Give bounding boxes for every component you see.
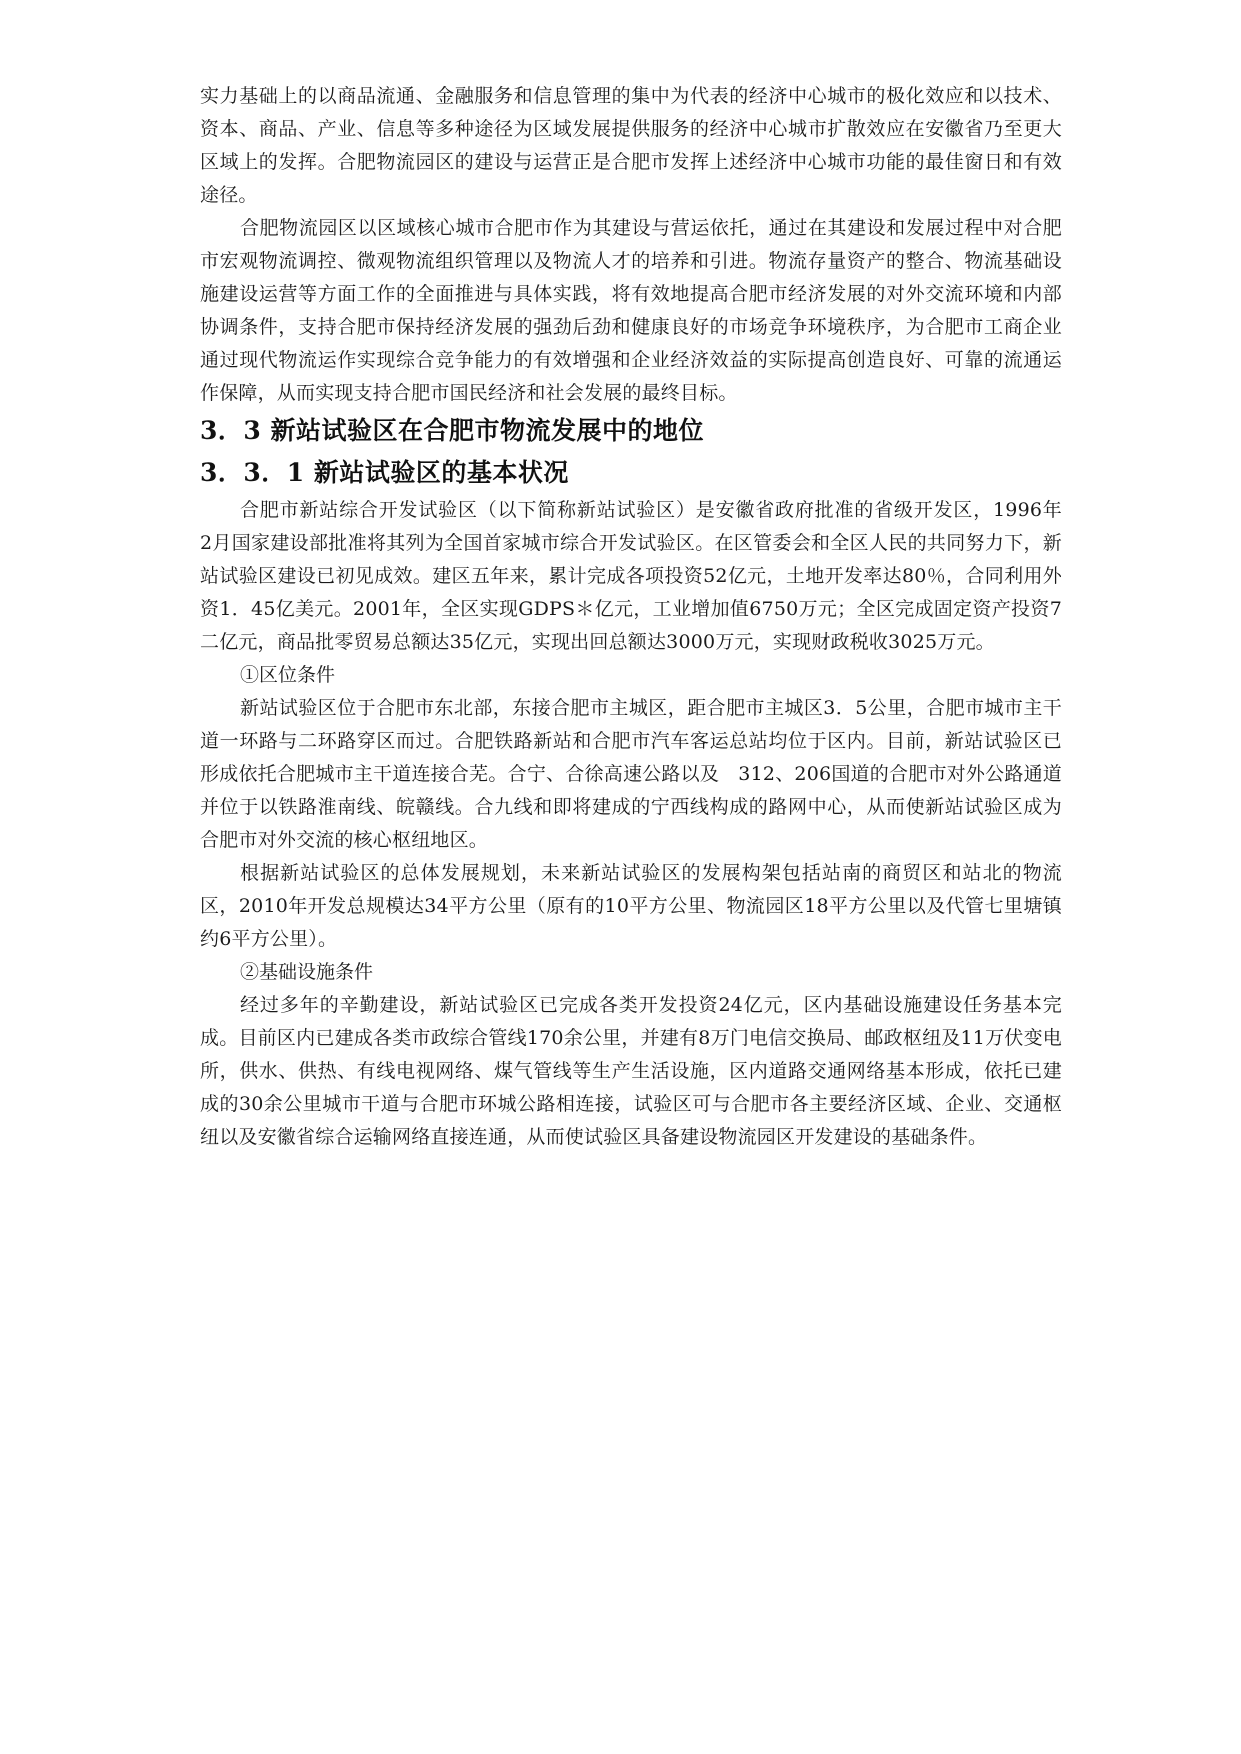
subhead-infrastructure: ②基础设施条件	[240, 961, 374, 983]
paragraph-logistics-park: 合肥物流园区以区域核心城市合肥市作为其建设与营运依托，通过在其建设和发展过程中对合肥市宏观物流调控、微观物流组织管理以及物流人才的培养和引进。物流存量资产的整合、物流基础设施建设运营等方面工作的全面推进与具体实践，将有效地提高合肥市经济发展的对外交流环境和内部协调条件，支持合肥市保持经济发展的强劲后劲和健康良好的市场竞争环境秩序，为合肥市工商企业通过现代物流运作实现综合竞争能力的有效增强和企业经济效益的实际提高创造良好、可靠的流通运作保障，从而实现支持合肥市国民经济和社会发展的最终目标。	[200, 217, 1062, 404]
section-heading: 3．3 新站试验区在合肥市物流发展中的地位	[200, 416, 704, 445]
subhead-location: ①区位条件	[240, 664, 336, 686]
paragraph-planning: 根据新站试验区的总体发展规划，未来新站试验区的发展构架包括站南的商贸区和站北的物流区，2010年开发总规模达34平方公里（原有的10平方公里、物流园区18平方公里以及代管七里塘镇约6平方公里）。	[200, 862, 1062, 950]
document-page	[200, 80, 1082, 1154]
paragraph-intro-continuation: 实力基础上的以商品流通、金融服务和信息管理的集中为代表的经济中心城市的极化效应和以技术、资本、商品、产业、信息等多种途径为区域发展提供服务的经济中心城市扩散效应在安徽省乃至更大区域上的发挥。合肥物流园区的建设与运营正是合肥市发挥上述经济中心城市功能的最佳窗日和有效途径。	[200, 85, 1062, 206]
paragraph-infrastructure: 经过多年的辛勤建设，新站试验区已完成各类开发投资24亿元，区内基础设施建设任务基本完成。目前区内已建成各类市政综合管线170余公里，并建有8万门电信交换局、邮政枢纽及11万伏变电所，供水、供热、有线电视网络、煤气管线等生产生活设施，区内道路交通网络基本形成，依托已建成的30余公里城市干道与合肥市环城公路相连接，试验区可与合肥市各主要经济区域、企业、交通枢纽以及安徽省综合运输网络直接连通，从而使试验区具备建设物流园区开发建设的基础条件。	[200, 994, 1062, 1148]
paragraph-location: 新站试验区位于合肥市东北部，东接合肥市主城区，距合肥市主城区3．5公里，合肥市城市主干道一环路与二环路穿区而过。合肥铁路新站和合肥市汽车客运总站均位于区内。目前，新站试验区已形成依托合肥城市主干道连接合芜。合宁、合徐高速公路以及 312、206国道的合肥市对外公路通道并位于以铁路淮南线、皖赣线。合九线和即将建成的宁西线构成的路网中心，从而使新站试验区成为合肥市对外交流的核心枢纽地区。	[200, 697, 1062, 851]
subsection-heading: 3．3．1 新站试验区的基本状况	[200, 458, 569, 487]
paragraph-basic-status: 合肥市新站综合开发试验区（以下简称新站试验区）是安徽省政府批准的省级开发区，1996年 2月国家建设部批准将其列为全国首家城市综合开发试验区。在区管委会和全区人民的共同努力下，新站试验区建设已初见成效。建区五年来，累计完成各项投资52亿元，土地开发率达80％，合同利用外资1．45亿美元。2001年，全区实现GDPS＊亿元，工业增加值6750万元；全区完成固定资产投资7二亿元，商品批零贸易总额达35亿元，实现出回总额达3000万元，实现财政税收3025万元。	[200, 499, 1082, 653]
